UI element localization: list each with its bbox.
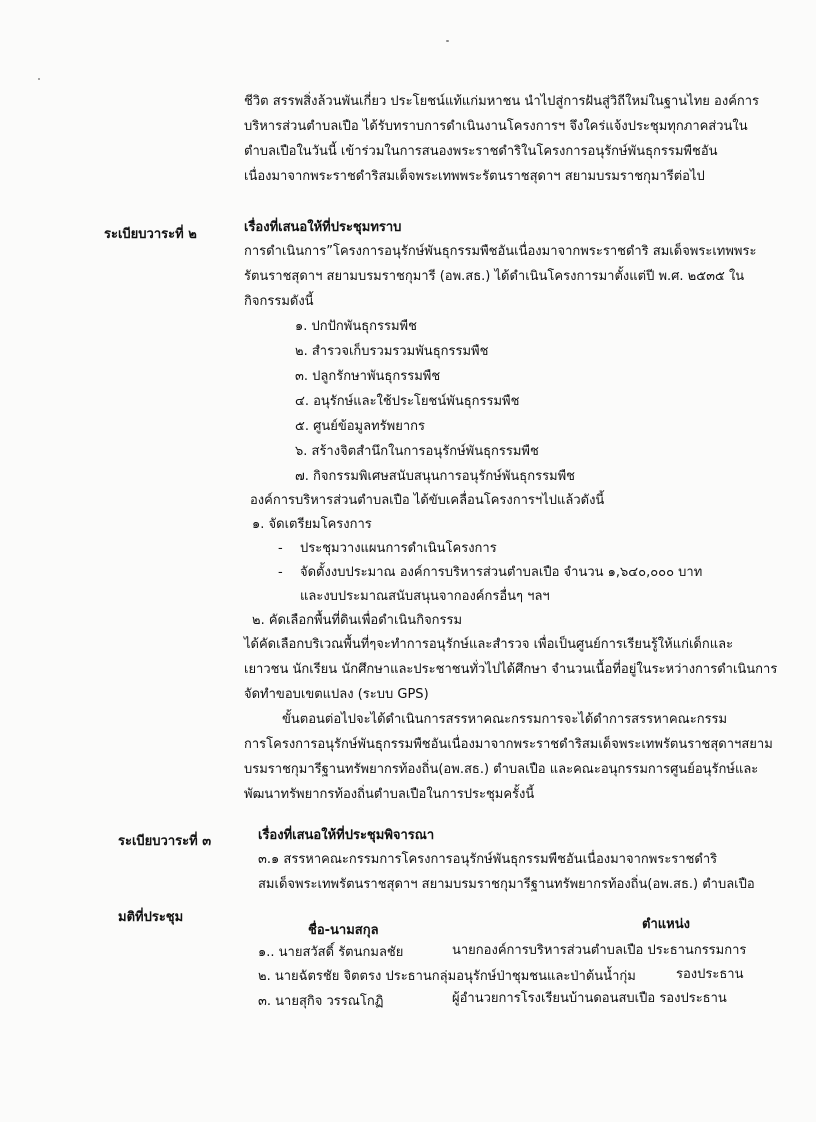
- intro-line: ตำบลเปือในวันนี้ เข้าร่วมในการสนองพระราชดำริในโครงการอนุรักษ์พันธุกรรมพืชอัน: [244, 144, 718, 159]
- activity-item: ๓. ปลูกรักษาพันธุกรรมพืช: [295, 369, 441, 384]
- next-step-line: บรมราชกุมารีฐานทรัพยากรท้องถิ่น(อพ.สธ.) ตำบลเปือ และคณะอนุกรรมการศูนย์อนุรักษ์และ: [244, 762, 759, 777]
- next-step-line: การโครงการอนุรักษ์พันธุกรรมพืชอันเนื่องมาจากพระราชดำริสมเด็จพระเทพรัตนราชสุดาฯสยาม: [244, 737, 773, 752]
- member-name: ๓. นายสุกิจ วรรณโกฏิ: [258, 994, 384, 1009]
- dash-icon: -: [278, 565, 283, 580]
- intro-line: บริหารส่วนตำบลเปือ ได้รับทราบการดำเนินงานโครงการฯ จึงใคร่แจ้งประชุมทุกภาคส่วนใน: [244, 119, 748, 134]
- resolution-label: มติที่ประชุม: [118, 910, 184, 925]
- activity-item: ๗. กิจกรรมพิเศษสนับสนุนการอนุรักษ์พันธุกรรมพืช: [295, 469, 576, 484]
- step-1-heading: ๑. จัดเตรียมโครงการ: [252, 517, 372, 532]
- member-position: รองประธาน: [676, 967, 744, 982]
- step-2-line: เยาวชน นักเรียน นักศึกษาและประชาชนทั่วไปได้ศึกษา จำนวนเนื้อที่อยู่ในระหว่างการดำเนินการ: [244, 662, 778, 677]
- step-2-line: ได้คัดเลือกบริเวณพื้นที่ๆจะทำการอนุรักษ์และสำรวจ เพื่อเป็นศูนย์การเรียนรู้ให้แก่เด็กและ: [244, 637, 734, 652]
- scan-speck: [38, 78, 40, 80]
- agenda-3-line: ๓.๑ สรรหาคณะกรรมการโครงการอนุรักษ์พันธุกรรมพืชอันเนื่องมาจากพระราชดำริ: [258, 852, 718, 867]
- step-2-line: จัดทำขอบเขตแปลง (ระบบ GPS): [244, 687, 429, 702]
- dash-item: จัดตั้งงบประมาณ องค์การบริหารส่วนตำบลเปือ จำนวน ๑,๖๔๐,๐๐๐ บาท: [300, 565, 703, 580]
- activity-item: ๖. สร้างจิตสำนึกในการอนุรักษ์พันธุกรรมพืช: [295, 444, 539, 459]
- activity-item: ๕. ศูนย์ข้อมูลทรัพยากร: [295, 419, 425, 434]
- dash-icon: -: [278, 541, 283, 556]
- column-header-position: ตำแหน่ง: [642, 917, 690, 932]
- dash-item: ประชุมวางแผนการดำเนินโครงการ: [300, 541, 497, 556]
- activity-item: ๔. อนุรักษ์และใช้ประโยชน์พันธุกรรมพืช: [295, 394, 520, 409]
- member-name: ๒. นายฉัตรชัย จิตตรง ประธานกลุ่มอนุรักษ์ป่าชุมชนและป่าต้นน้ำกุ่ม: [258, 969, 636, 984]
- agenda-2-title: เรื่องที่เสนอให้ที่ประชุมทราบ: [244, 220, 402, 235]
- agenda-3-title: เรื่องที่เสนอให้ที่ประชุมพิจารณา: [258, 828, 435, 843]
- progress-intro: องค์การบริหารส่วนตำบลเปือ ได้ขับเคลื่อนโครงการฯไปแล้วดังนี้: [250, 493, 605, 508]
- member-position: ผู้อำนวยการโรงเรียนบ้านดอนสบเปือ รองประธาน: [452, 991, 727, 1006]
- agenda-2-lead-line: กิจกรรมดังนี้: [244, 294, 314, 309]
- activity-item: ๒. สำรวจเก็บรวมรวมพันธุกรรมพืช: [295, 344, 489, 359]
- scan-speck: [446, 40, 449, 42]
- member-name: ๑.. นายสวัสดิ์ รัตนกมลชัย: [258, 945, 404, 960]
- agenda-3-line: สมเด็จพระเทพรัตนราชสุดาฯ สยามบรมราชกุมารีฐานทรัพยากรท้องถิ่น(อพ.สธ.) ตำบลเปือ: [258, 877, 755, 892]
- member-position: นายกองค์การบริหารส่วนตำบลเปือ ประธานกรรมการ: [452, 943, 747, 958]
- agenda-2-lead-line: การดำเนินการ”โครงการอนุรักษ์พันธุกรรมพืชอันเนื่องมาจากพระราชดำริ สมเด็จพระเทพพระ: [244, 244, 757, 259]
- activity-item: ๑. ปกปักพันธุกรรมพืช: [295, 319, 417, 334]
- next-step-line: ขั้นตอนต่อไปจะได้ดำเนินการสรรหาคณะกรรมการจะได้ดำการสรรหาคณะกรรม: [282, 712, 728, 727]
- intro-line: ชีวิต สรรพสิ่งล้วนพันเกี่ยว ประโยชน์แท้แก่มหาชน นำไปสู่การฝันสู่วิถีใหม่ในฐานไทย องค์การ: [244, 94, 760, 109]
- column-header-name: ชื่อ-นามสกุล: [308, 923, 379, 938]
- agenda-2-label: ระเบียบวาระที่ ๒: [104, 227, 197, 242]
- step-2-heading: ๒. คัดเลือกพื้นที่ดินเพื่อดำเนินกิจกรรม: [252, 613, 463, 628]
- dash-item-continued: และงบประมาณสนับสนุนจากองค์กรอื่นๆ ฯลฯ: [300, 589, 550, 604]
- next-step-line: พัฒนาทรัพยากรท้องถิ่นตำบลเปือในการประชุมครั้งนี้: [244, 787, 535, 802]
- intro-line: เนื่องมาจากพระราชดำริสมเด็จพระเทพพระรัตนราชสุดาฯ สยามบรมราชกุมารีต่อไป: [244, 169, 705, 184]
- agenda-3-label: ระเบียบวาระที่ ๓: [118, 834, 212, 849]
- agenda-2-lead-line: รัตนราชสุดาฯ สยามบรมราชกุมารี (อพ.สธ.) ได้ดำเนินโครงการมาตั้งแต่ปี พ.ศ. ๒๕๓๕ ใน: [244, 269, 745, 284]
